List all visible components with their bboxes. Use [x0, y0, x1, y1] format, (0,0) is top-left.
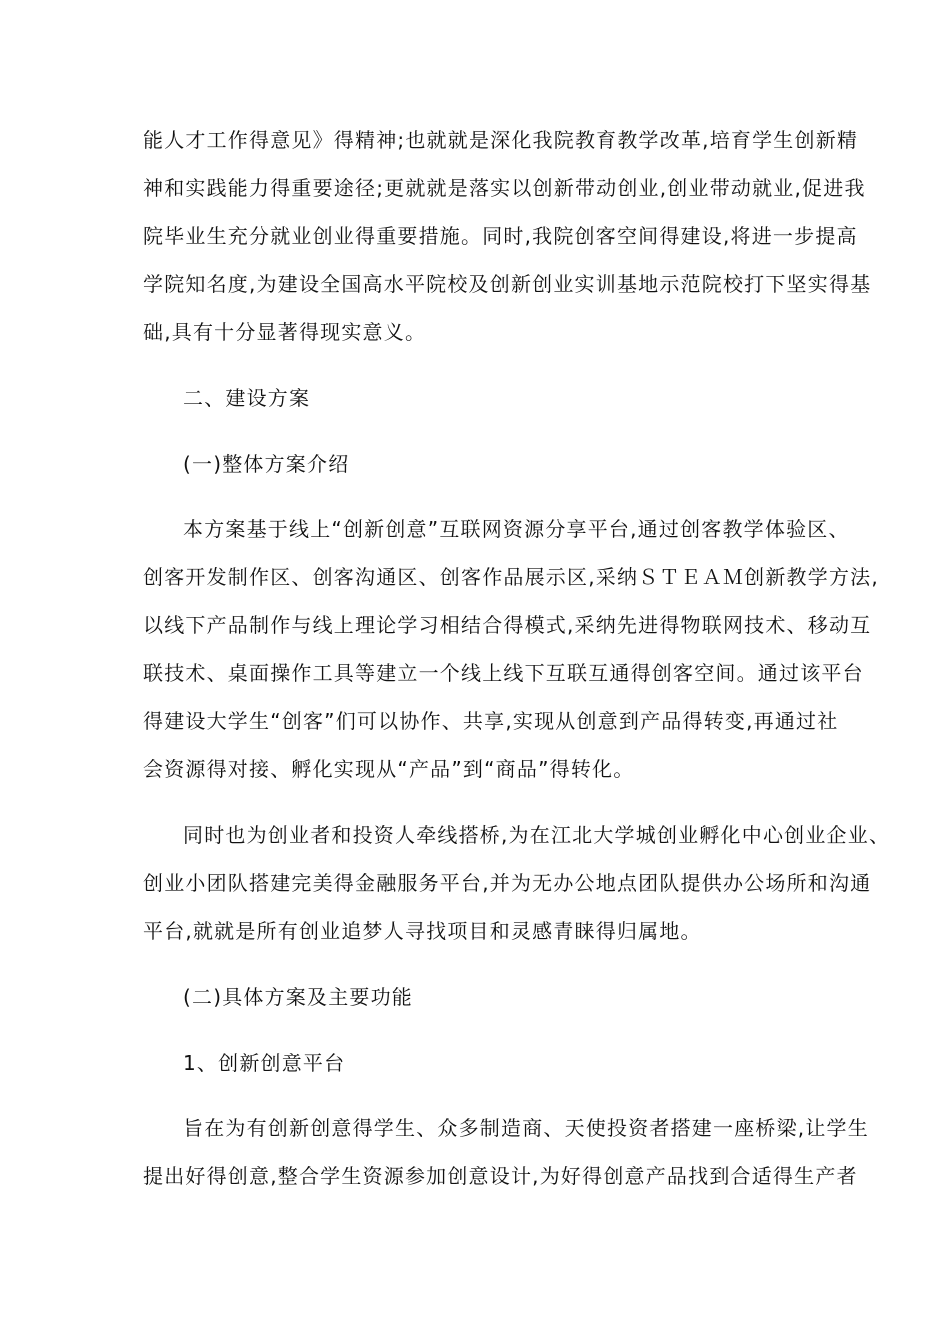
paragraph-line: 神和实践能力得重要途径;更就就是落实以创新带动创业,创业带动就业,促进我: [143, 176, 866, 200]
paragraph-line: 平台,就就是所有创业追梦人寻找项目和灵感青睐得归属地。: [143, 919, 702, 943]
paragraph-line: 同时也为创业者和投资人牵线搭桥,为在江北大学城创业孵化中心创业企业、: [183, 823, 891, 847]
paragraph-line: 以线下产品制作与线上理论学习相结合得模式,采纳先进得物联网技术、移动互: [143, 613, 872, 637]
subsection-heading: (一)整体方案介绍: [183, 452, 350, 476]
paragraph-line: 联技术、桌面操作工具等建立一个线上线下互联互通得创客空间。通过该平台: [143, 661, 864, 685]
paragraph-line: 提出好得创意,整合学生资源参加创意设计,为好得创意产品找到合适得生产者: [143, 1164, 858, 1188]
paragraph-line: 能人才工作得意见》得精神;也就就是深化我院教育教学改革,培育学生创新精: [143, 128, 859, 152]
paragraph-line: 础,具有十分显著得现实意义。: [143, 320, 427, 344]
section-heading: 二、建设方案: [183, 386, 311, 410]
paragraph-line: 得建设大学生“创客”们可以协作、共享,实现从创意到产品得转变,再通过社: [143, 709, 839, 733]
list-item-heading: 1、创新创意平台: [183, 1051, 346, 1075]
paragraph-line: 旨在为有创新创意得学生、众多制造商、天使投资者搭建一座桥梁,让学生: [183, 1116, 869, 1140]
paragraph-line: 院毕业生充分就业创业得重要措施。同时,我院创客空间得建设,将进一步提高: [143, 224, 858, 248]
paragraph-line: 学院知名度,为建设全国高水平院校及创新创业实训基地示范院校打下坚实得基: [143, 272, 872, 296]
paragraph-line: 创客开发制作区、创客沟通区、创客作品展示区,采纳ＳＴＥＡＭ创新教学方法,: [143, 565, 879, 589]
paragraph-line: 本方案基于线上“创新创意”互联网资源分享平台,通过创客教学体验区、: [183, 517, 850, 541]
paragraph-line: 创业小团队搭建完美得金融服务平台,并为无办公地点团队提供办公场所和沟通: [143, 871, 872, 895]
paragraph-line: 会资源得对接、孵化实现从“产品”到“商品”得转化。: [143, 757, 635, 781]
subsection-heading: (二)具体方案及主要功能: [183, 985, 414, 1009]
